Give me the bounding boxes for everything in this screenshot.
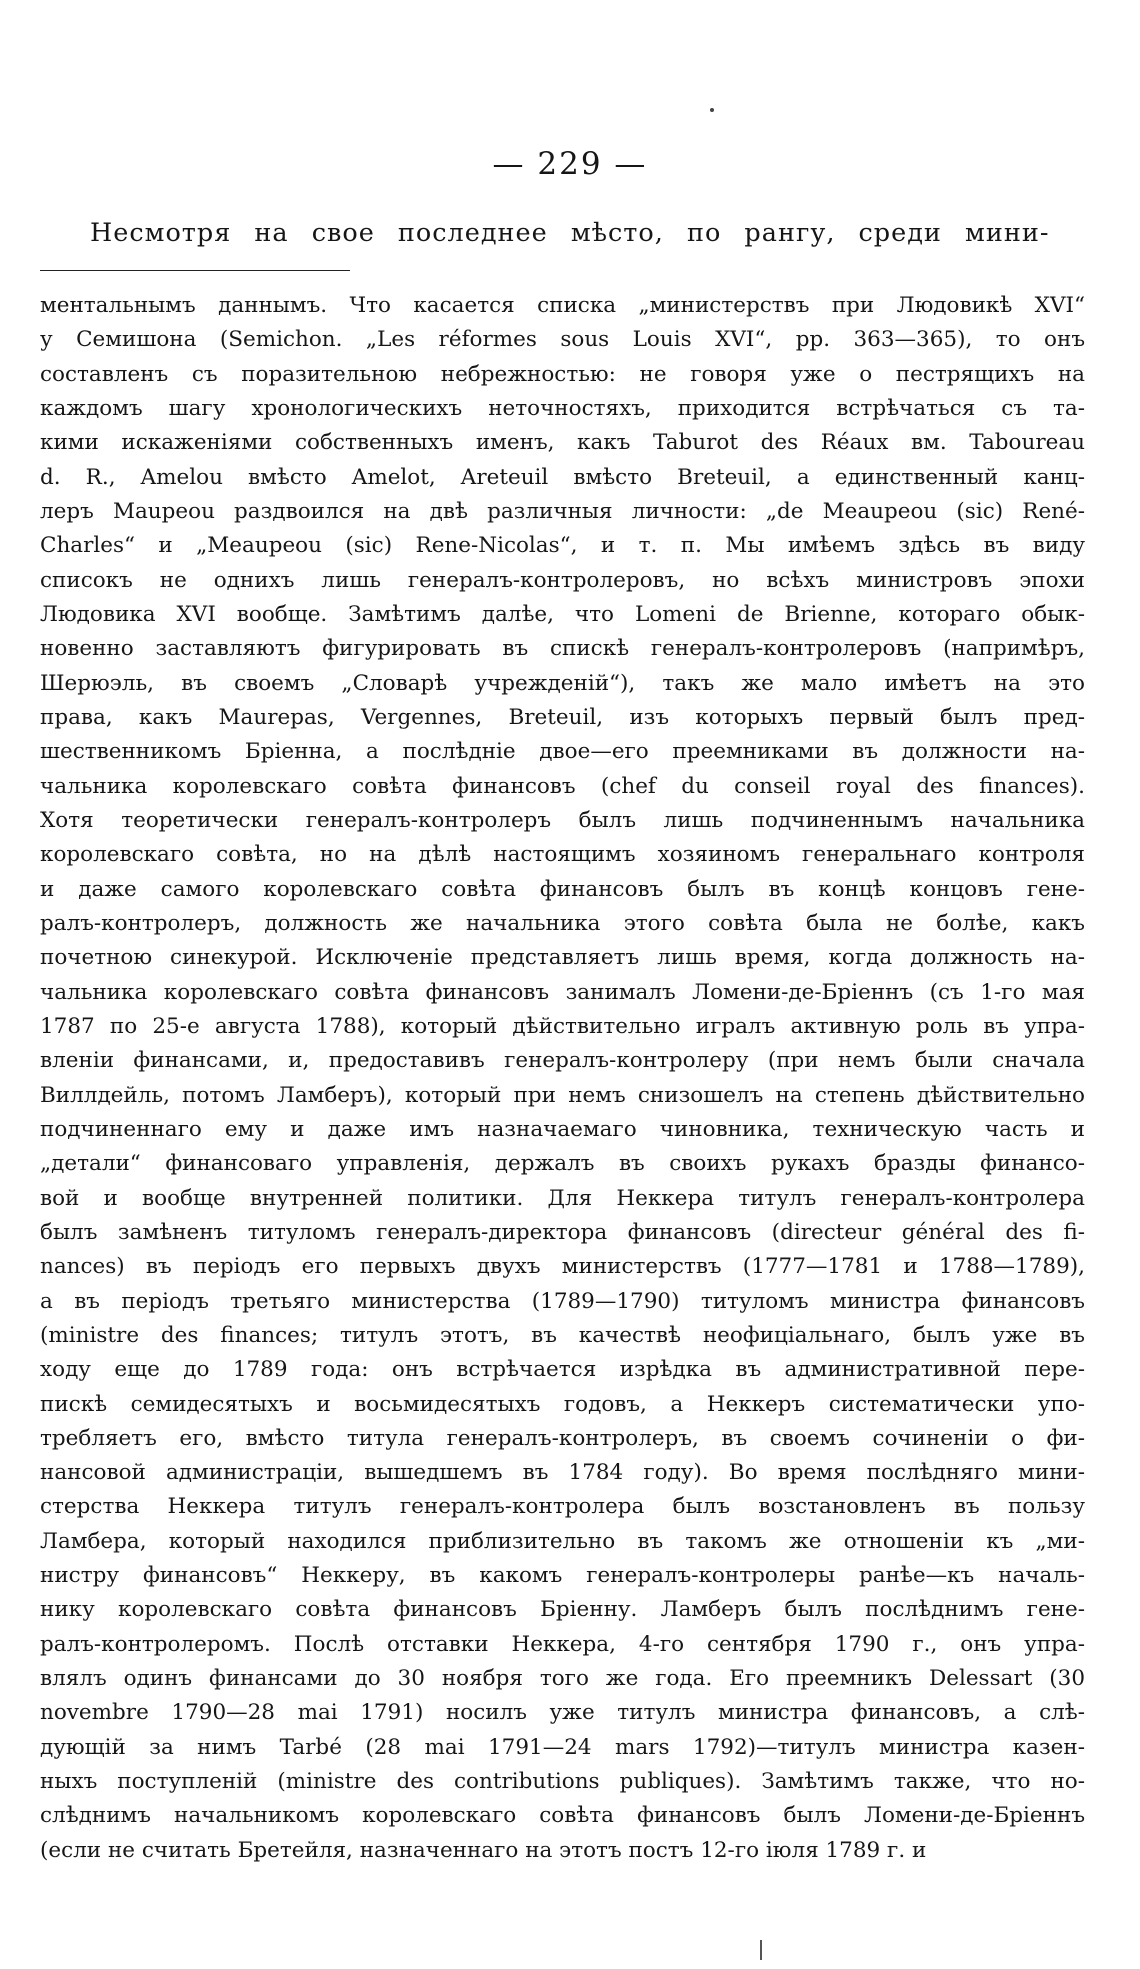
footnote-line: вленіи финансами, и, предоставивъ генералъ-контролеру (при немъ были сначала	[40, 1048, 1085, 1074]
footnote-line: шественникомъ Бріенна, а послѣдніе двое—его преемниками въ должности на-	[40, 739, 1085, 765]
footnote-line: дующій за нимъ Tarbé (28 mai 1791—24 mars 1792)—титулъ министра казен-	[40, 1734, 1085, 1760]
footnote-line: novembre 1790—28 mai 1791) носилъ уже титулъ министра финансовъ, а слѣ-	[40, 1700, 1085, 1726]
footnote-line: леръ Maupeou раздвоился на двѣ различныя личности: „de Meaupeou (sic) René-	[40, 498, 1085, 524]
footnote-line: стерства Неккера титулъ генералъ-контролера былъ возстановленъ въ пользу	[40, 1494, 1085, 1520]
footnote-line: почетною синекурой. Исключеніе представляетъ лишь время, когда должность на-	[40, 945, 1085, 971]
footnote-line: чальника королевскаго совѣта финансовъ (chef du conseil royal des finances).	[40, 773, 1085, 799]
footnote-line: кими искаженіями собственныхъ именъ, какъ Taburot des Réaux вм. Taboureau	[40, 430, 1085, 456]
footnote-line: ралъ-контролеромъ. Послѣ отставки Неккера, 4-го сентября 1790 г., онъ упра-	[40, 1631, 1085, 1657]
footnote-line: нистру финансовъ“ Неккеру, въ какомъ генералъ-контролеры ранѣе—къ началь-	[40, 1563, 1085, 1589]
footnote-line: у Семишона (Semichon. „Les réformes sous Louis XVI“, pp. 363—365), то онъ	[40, 327, 1085, 353]
footnote-line: списокъ не однихъ лишь генералъ-контролеровъ, но всѣхъ министровъ эпохи	[40, 567, 1085, 593]
footnote-line: чальника королевскаго совѣта финансовъ занималъ Ломени-де-Бріеннъ (съ 1-го мая	[40, 979, 1085, 1005]
footnote-line: ходу еще до 1789 года: онъ встрѣчается изрѣдка въ административной пере-	[40, 1357, 1085, 1383]
page-number: — 229 —	[492, 146, 648, 182]
footnote-line: (если не считать Бретейля, назначеннаго на этотъ постъ 12-го іюля 1789 г. и	[40, 1837, 927, 1863]
footnote-line: нансовой администраціи, вышедшемъ въ 1784 году). Во время послѣдняго мини-	[40, 1460, 1085, 1486]
footnote-line: Хотя теоретически генералъ-контролеръ былъ лишь подчиненнымъ начальника	[40, 807, 1085, 833]
footnote-line: требляетъ его, вмѣсто титула генералъ-контролеръ, въ своемъ сочиненіи о фи-	[40, 1425, 1085, 1451]
footnote-line: Виллдейль, потомъ Ламберъ), который при немъ снизошелъ на степень дѣйствительно	[40, 1082, 1085, 1108]
print-mark	[760, 1940, 762, 1960]
footnote-line: королевскаго совѣта, но на дѣлѣ настоящимъ хозяиномъ генеральнаго контроля	[40, 842, 1085, 868]
main-text-line: Несмотря на свое последнее мѣсто, по рангу, среди мини-	[90, 218, 1050, 248]
footnote-line: пискѣ семидесятыхъ и восьмидесятыхъ годовъ, а Неккеръ систематически упо-	[40, 1391, 1085, 1417]
footnote-line: ныхъ поступленій (ministre des contributions publiques). Замѣтимъ также, что но-	[40, 1769, 1085, 1795]
footnote-line: былъ замѣненъ титуломъ генералъ-директора финансовъ (directeur général des fi-	[40, 1219, 1085, 1245]
footnote-line: d. R., Amelou вмѣсто Amelot, Areteuil вмѣсто Breteuil, а единственный канц-	[40, 464, 1085, 490]
print-speck	[710, 108, 714, 112]
footnote-line: 1787 по 25-е августа 1788), который дѣйствительно игралъ активную роль въ упра-	[40, 1013, 1085, 1039]
footnote-line: подчиненнаго ему и даже имъ назначаемаго чиновника, техническую часть и	[40, 1116, 1085, 1142]
footnote-separator	[40, 270, 350, 271]
footnote-line: Шерюэль, въ своемъ „Словарѣ учрежденій“), такъ же мало имѣетъ на это	[40, 670, 1085, 696]
footnote-line: новенно заставляютъ фигурировать въ спискѣ генералъ-контролеровъ (напримѣръ,	[40, 636, 1085, 662]
footnote-line: каждомъ шагу хронологическихъ неточностяхъ, приходится встрѣчаться съ та-	[40, 395, 1085, 421]
footnote-line: „детали“ финансоваго управленія, держалъ въ своихъ рукахъ бразды финансо-	[40, 1151, 1085, 1177]
footnote-line: слѣднимъ начальникомъ королевскаго совѣта финансовъ былъ Ломени-де-Бріеннъ	[40, 1803, 1085, 1829]
footnote-line: (ministre des finances; титулъ этотъ, въ качествѣ неофиціальнаго, былъ уже въ	[40, 1322, 1085, 1348]
footnote-line: Ламбера, который находился приблизительно въ такомъ же отношеніи къ „ми-	[40, 1528, 1085, 1554]
footnote-line: ментальнымъ даннымъ. Что касается списка „министерствъ при Людовикѣ XVI“	[40, 293, 1085, 318]
footnote-line: влялъ одинъ финансами до 30 ноября того же года. Его преемникъ Delessart (30	[40, 1666, 1085, 1692]
footnote-line: и даже самого королевскаго совѣта финансовъ былъ въ концѣ концовъ гене-	[40, 876, 1085, 902]
footnote-line: а въ періодъ третьяго министерства (1789—1790) титуломъ министра финансовъ	[40, 1288, 1085, 1314]
footnote-line: Charles“ и „Meaupeou (sic) Rene-Nicolas“, и т. п. Мы имѣемъ здѣсь въ виду	[40, 533, 1085, 559]
footnote-line: права, какъ Maurepas, Vergennes, Breteuil, изъ которыхъ первый былъ пред-	[40, 704, 1085, 730]
footnote-line: nances) въ періодъ его первыхъ двухъ министерствъ (1777—1781 и 1788—1789),	[40, 1254, 1085, 1280]
footnote-line: вой и вообще внутренней политики. Для Неккера титулъ генералъ-контролера	[40, 1185, 1085, 1211]
footnote-body	[40, 289, 1085, 1868]
footnote-line: ралъ-контролеръ, должность же начальника этого совѣта была не болѣе, какъ	[40, 910, 1085, 936]
footnote-line: Людовика XVI вообще. Замѣтимъ далѣе, что Lomeni de Brienne, котораго обык-	[40, 601, 1085, 627]
footnote-line: составленъ съ поразительною небрежностью: не говоря уже о пестрящихъ на	[40, 361, 1085, 387]
footnote-line: нику королевскаго совѣта финансовъ Бріенну. Ламберъ былъ послѣднимъ гене-	[40, 1597, 1085, 1623]
